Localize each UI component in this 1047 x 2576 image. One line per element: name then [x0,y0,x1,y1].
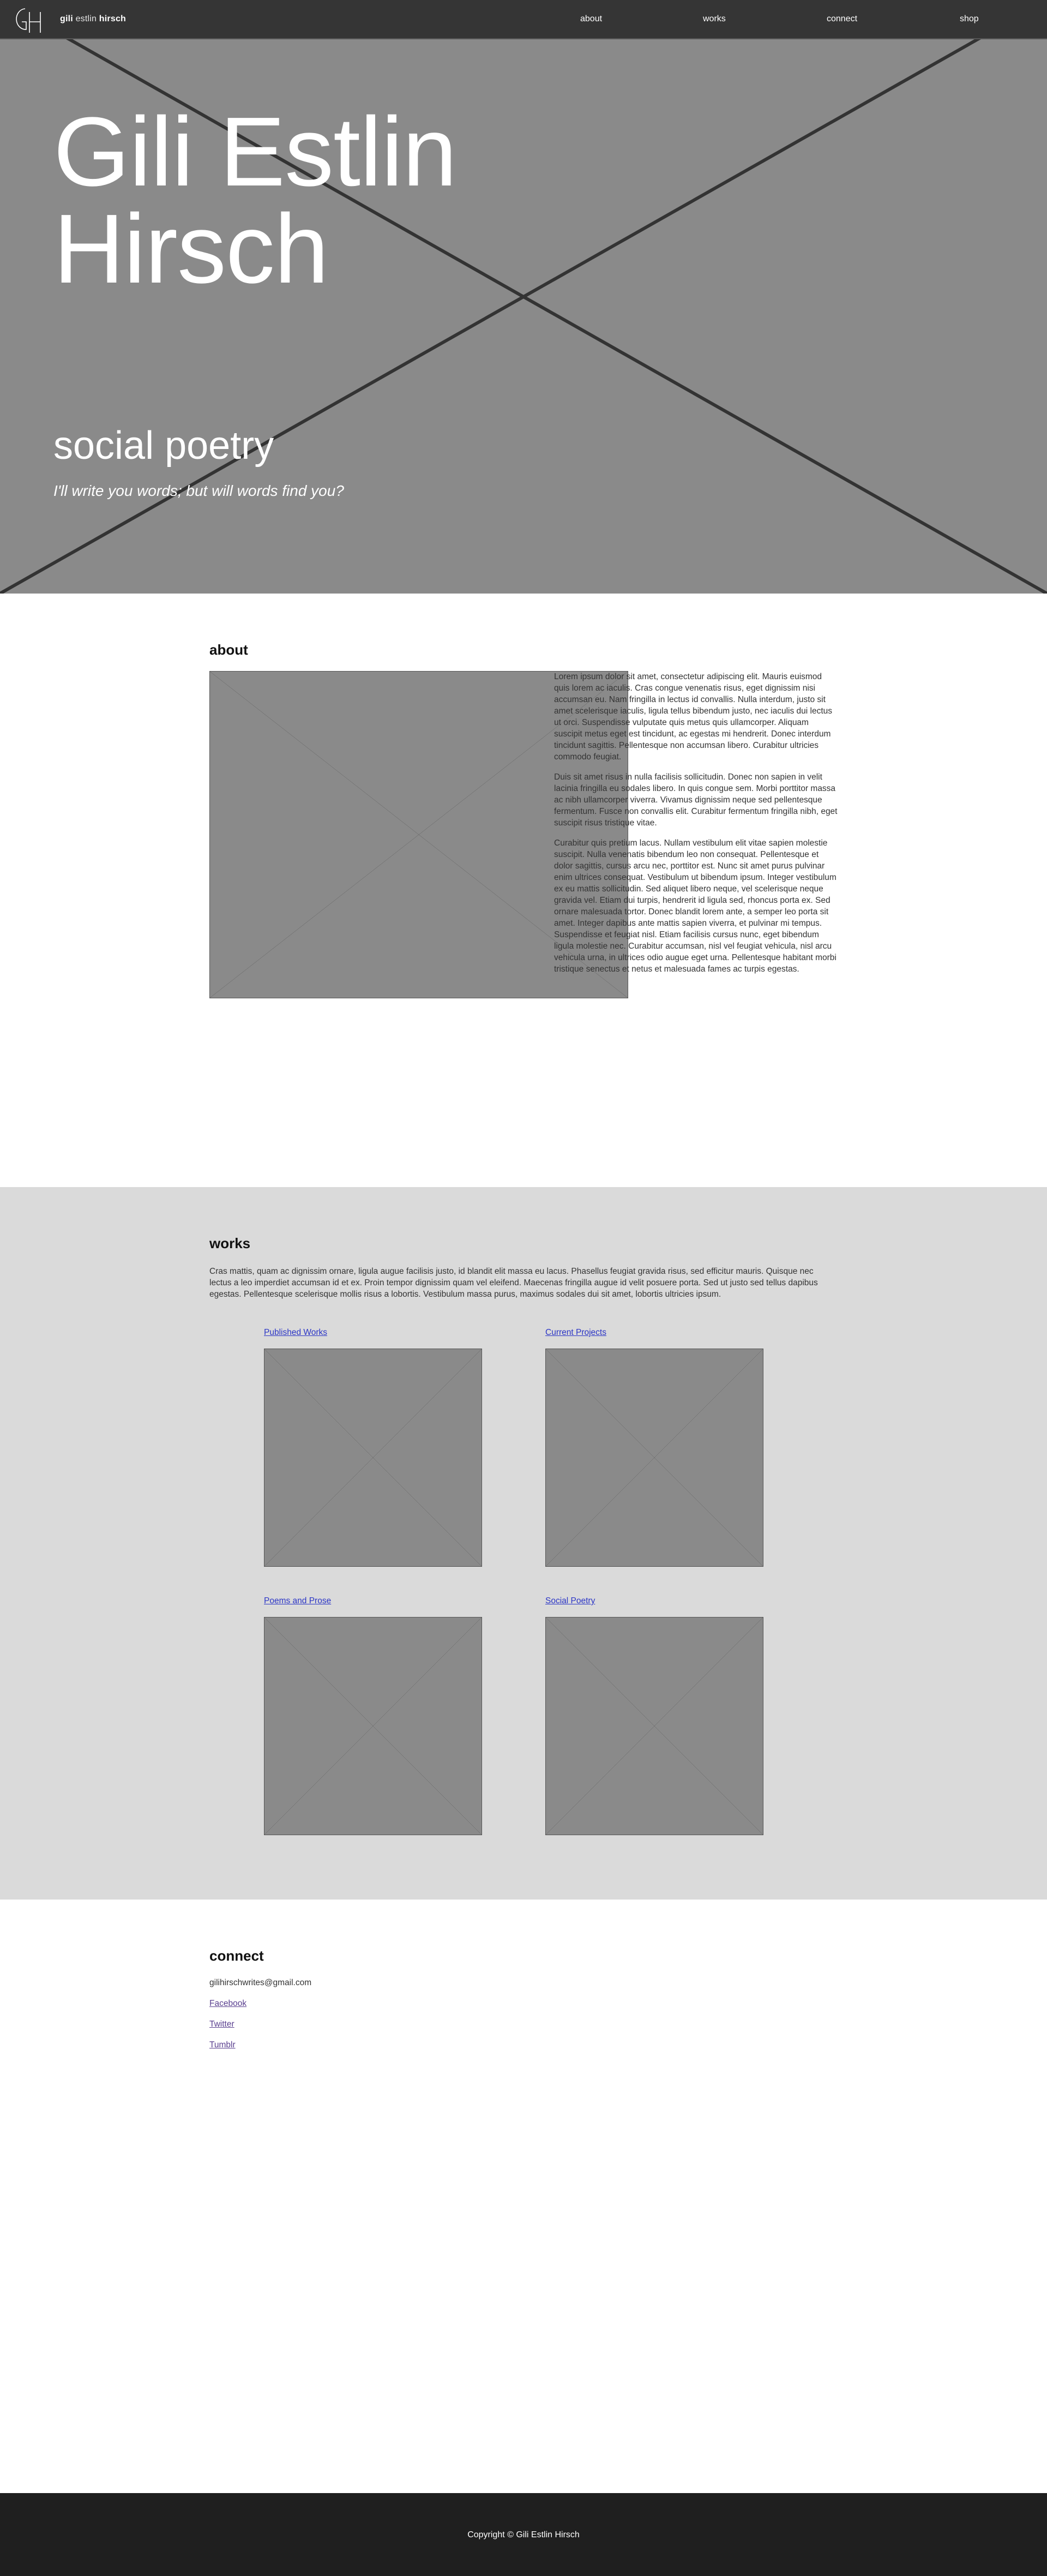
about-paragraph: Lorem ipsum dolor sit amet, consectetur adipiscing elit. Mauris euismod quis lorem ac iaculis. Cras congue venenatis risus, eget dignissim nisi accumsan eu. Nam fringilla in lectus id convallis. Nulla interdum, justo sit amet scelerisque iaculis, ligula tellus bibendum justo, nec iaculis dui lectus ut orci. Suspendisse vulputate quis metus quis ullamcorper. Aliquam suscipit metus eget est tincidunt, ac egestas mi hendrerit. Donec interdum tincidunt sagittis. Pellentesque non accumsan libero. Curabitur ultricies commodo feugiat. [554,672,833,762]
work-thumbnail[interactable] [545,1617,763,1835]
hero-title-line1: Gili Estlin [53,97,457,207]
hero-title [53,97,457,304]
work-link-published-works[interactable]: Published Works [264,1328,328,1337]
hero-title-line2: Hirsch [53,194,329,304]
brand-middle-name: estlin [75,14,97,23]
about-heading: about [209,642,248,658]
work-link-social-poetry[interactable]: Social Poetry [545,1596,595,1605]
facebook-link[interactable]: Facebook [209,1999,247,2008]
brand-last-name: hirsch [99,14,127,23]
contact-email: gilihirschwrites@gmail.com [209,1978,312,1987]
works-heading: works [209,1235,251,1251]
work-thumbnail[interactable] [264,1349,482,1567]
work-thumbnail[interactable] [264,1617,482,1835]
hero-section [0,0,1047,594]
connect-section [0,1900,1047,2493]
nav-link-works[interactable]: works [703,14,726,23]
nav-link-connect[interactable]: connect [827,14,858,23]
site-footer [0,2493,1047,2576]
connect-heading: connect [209,1948,264,1964]
work-thumbnail[interactable] [545,1349,763,1567]
about-paragraph: Duis sit amet risus in nulla facilisis sollicitudin. Donec non sapien in velit lacinia fringilla eu sodales libero. In quis congue sem. Morbi porttitor massa ac nibh ullamcorper viverra. Vivamus dignissim neque sed pellentesque fermentum. Fusce non convallis elit. Curabitur fermentum fringilla nibh, eget suscipit risus tristique vitae. [554,772,838,828]
works-section [0,1187,1047,1900]
nav-link-shop[interactable]: shop [960,14,979,23]
copyright-text: Copyright © Gili Estlin Hirsch [467,2530,580,2539]
about-section [0,594,1047,1187]
hero-subtitle: social poetry [53,424,274,468]
brand-first-name: gili [60,14,73,23]
work-link-poems-and-prose[interactable]: Poems and Prose [264,1596,332,1605]
about-paragraph: Curabitur quis pretium lacus. Nullam vestibulum elit vitae sapien molestie suscipit. Nulla venenatis bibendum leo non consequat. Pellentesque et dolor sagittis, cursus arcu nec, porttitor est. Nunc sit amet purus pulvinar enim ultrices consequat. Vestibulum ut bibendum ipsum. Integer vestibulum ex eu mattis sollicitudin. Sed aliquet libero neque, vel scelerisque neque gravida vel. Etiam dui turpis, hendrerit id ligula sed, rhoncus porta ex. Sed ornare malesuada tortor. Donec blandit lorem ante, a semper leo porta sit amet. Integer dapibus ante mattis sapien viverra, et pulvinar mi tempus. Suspendisse et feugiat nisl. Etiam facilisis cursus nunc, eget bibendum ligula molestie nec. Curabitur accumsan, nisl vel feugiat vehicula, nisl arcu vehicula urna, in ultrices odio augue eget urna. Pellentesque habitant morbi tristique senectus et netus et malesuada fames ac turpis egestas. [554,838,837,974]
work-link-current-projects[interactable]: Current Projects [545,1328,606,1337]
twitter-link[interactable]: Twitter [209,2020,234,2029]
top-navigation-bar [0,0,1047,39]
nav-link-about[interactable]: about [580,14,603,23]
about-text [554,671,838,984]
works-intro: Cras mattis, quam ac dignissim ornare, ligula augue facilisis justo, id blandit elit massa eu lacus. Phasellus feugiat gravida risus, sed efficitur mauris. Quisque nec lectus a leo imperdiet accumsan id et ex. Proin tempor dignissim quam vel eleifend. Maecenas fringilla augue id velit posuere porta. Sed ut justo sed tellus dapibus egestas. Pellentesque scelerisque mollis risus a lobortis. Vestibulum massa purus, maximus sodales dui sit amet, lobortis ultricies ipsum. [209,1267,818,1299]
main-nav [0,0,1047,39]
hero-tagline: I'll write you words; but will words find you? [53,482,344,499]
tumblr-link[interactable]: Tumblr [209,2040,236,2050]
